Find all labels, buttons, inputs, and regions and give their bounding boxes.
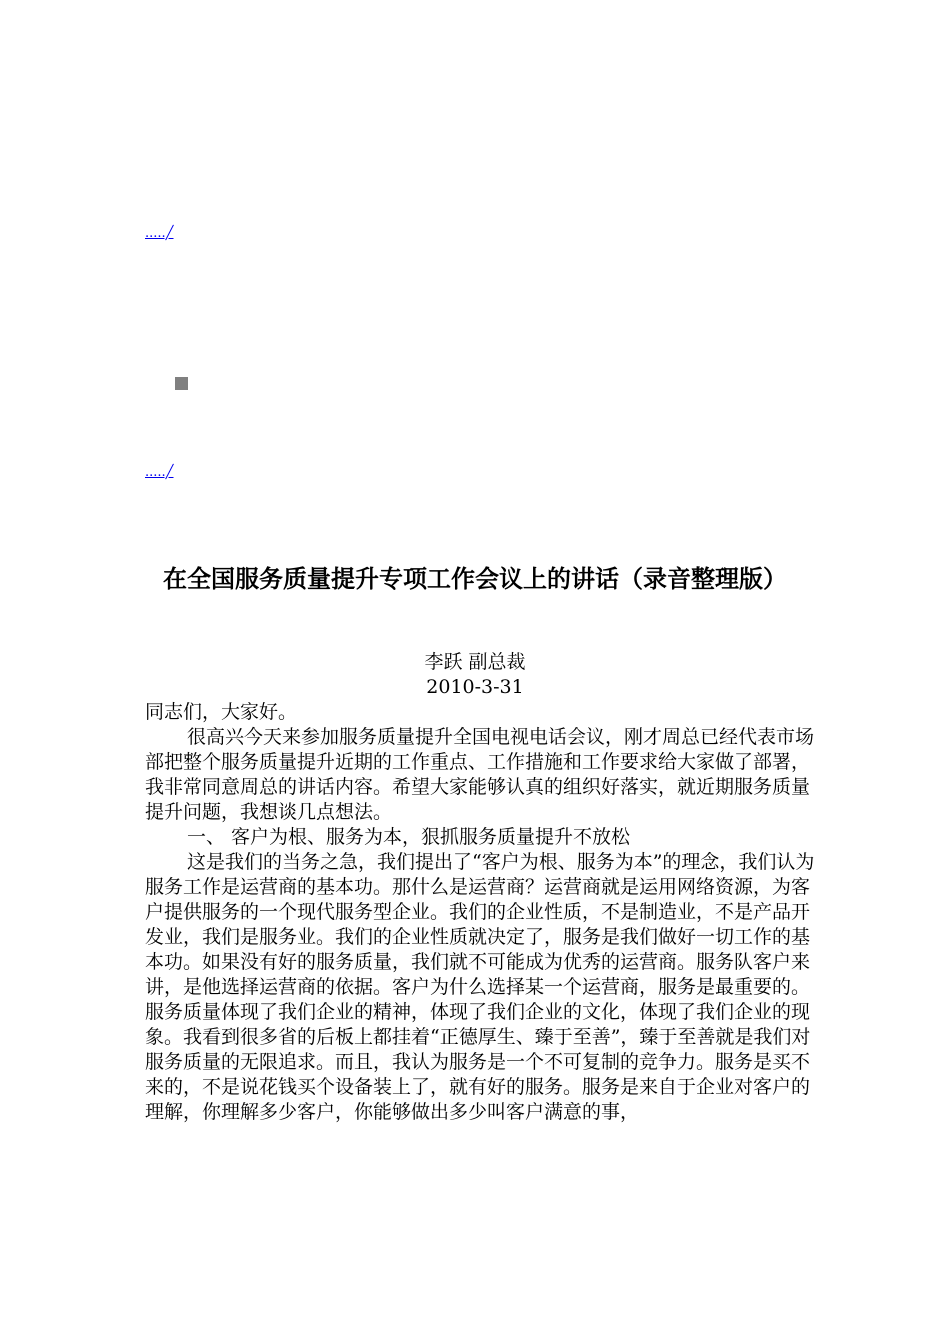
document-body xyxy=(145,700,825,1125)
paragraph-section-1: 这是我们的当务之急，我们提出了“客户为根、服务为本”的理念，我们认为服务工作是运营商的基本功。那什么是运营商？运营商就是运用网络资源，为客户提供服务的一个现代服务型企业。我们的企业性质，不是制造业，不是产品开发业，我们是服务业。我们的企业性质就决定了，服务是我们做好一切工作的基本功。如果没有好的服务质量，我们就不可能成为优秀的运营商。服务队客户来讲，是他选择运营商的依据。客户为什么选择某一个运营商，服务是最重要的。服务质量体现了我们企业的精神，体现了我们企业的文化，体现了我们企业的现象。我看到很多省的后板上都挂着“正德厚生、臻于至善”，臻于至善就是我们对服务质量的无限追求。而且，我认为服务是一个不可复制的竞争力。服务是买不来的，不是说花钱买个设备装上了，就有好的服务。服务是来自于企业对客户的理解，你理解多少客户，你能够做出多少叫客户满意的事， xyxy=(145,851,815,1123)
square-bullet-icon xyxy=(175,377,188,390)
paragraph-intro: 很高兴今天来参加服务质量提升全国电视电话会议，刚才周总已经代表市场部把整个服务质量提升近期的工作重点、工作措施和工作要求给大家做了部署，我非常同意周总的讲话内容。希望大家能够认真的组织好落实，就近期服务质量提升问题，我想谈几点想法。 xyxy=(145,726,815,823)
link-top[interactable]: .....╱ xyxy=(145,226,174,241)
link-bottom[interactable]: .....╱ xyxy=(145,465,174,480)
document-date: 2010-3-31 xyxy=(426,676,524,698)
byline: 李跃 副总裁 xyxy=(424,651,526,673)
section-heading-1: 一、 客户为根、服务为本，狠抓服务质量提升不放松 xyxy=(187,826,631,848)
salutation: 同志们，大家好。 xyxy=(145,701,298,723)
document-title: 在全国服务质量提升专项工作会议上的讲话（录音整理版） xyxy=(163,565,787,593)
